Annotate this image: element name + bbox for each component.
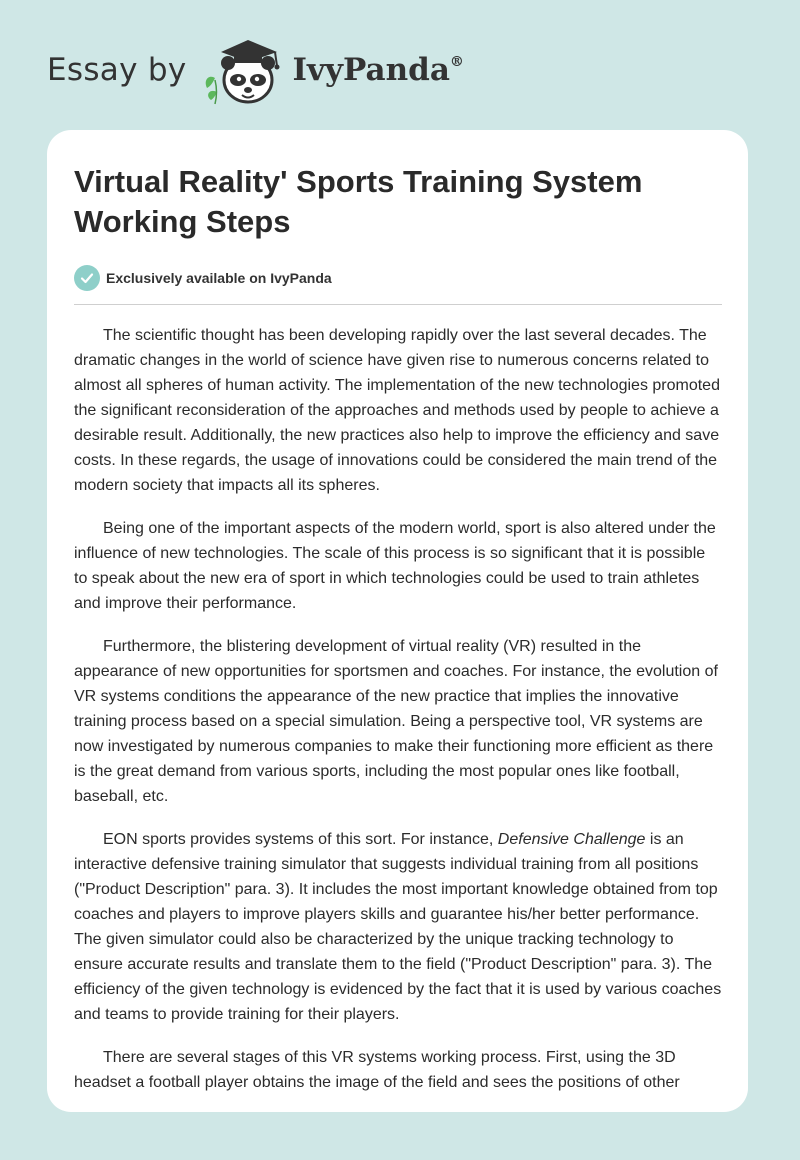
brand-logo-text[interactable]: IvyPanda® xyxy=(292,52,464,88)
check-icon xyxy=(74,265,100,291)
essay-by-label: Essay by xyxy=(47,52,187,88)
panda-graduate-icon[interactable] xyxy=(201,30,289,110)
paragraph: Furthermore, the blistering development of virtual reality (VR) resulted in the appearance of new opportunities for sportsmen and coaches. For instance, the evolution of VR systems conditions the appearance of the new practice that implies the innovative training process based on a special simulation. Being a perspective tool, VR systems are now investigated by numerous companies to make their functioning more efficient as there is the great demand from various sports, including the most popular ones like football, baseball, etc. xyxy=(74,638,718,805)
paragraph: There are several stages of this VR systems working process. First, using the 3D headset a football player obtains the image of the field and sees the positions of other xyxy=(74,1049,680,1091)
exclusive-label: Exclusively available on IvyPanda xyxy=(106,270,332,286)
essay-body xyxy=(74,323,722,1095)
essay-card xyxy=(47,130,748,1112)
site-header xyxy=(47,30,464,110)
page-title: Virtual Reality' Sports Training System Working Steps xyxy=(74,164,643,239)
paragraph: EON sports provides systems of this sort. For instance, Defensive Challenge is an interactive defensive training simulator that suggests individual training from all positions ("Product Description" para. 3). It includes the most important knowledge obtained from top coaches and players to improve players skills and guarantee his/her better performance. The given simulator could also be characterized by the unique tracking technology to ensure accurate results and translate them to the field ("Product Description" para. 3). The efficiency of the given technology is evidenced by the fact that it is used by various coaches and teams to provide training for their players. xyxy=(74,831,722,1023)
product-name: Defensive Challenge xyxy=(497,831,646,848)
paragraph: The scientific thought has been developing rapidly over the last several decades. The dramatic changes in the world of science have given rise to numerous concerns related to almost all spheres of human activity. The implementation of the new technologies promoted the significant reconsideration of the approaches and methods used by people to achieve a desirable result. Additionally, the new practices also help to improve the efficiency and save costs. In these regards, the usage of innovations could be considered the main trend of the modern society that impacts all its spheres. xyxy=(74,327,720,494)
paragraph: Being one of the important aspects of the modern world, sport is also altered under the influence of new technologies. The scale of this process is so significant that it is possible to speak about the new era of sport in which technologies could be used to train athletes and improve their performance. xyxy=(74,520,716,612)
divider xyxy=(74,304,722,305)
exclusive-badge xyxy=(74,264,722,292)
